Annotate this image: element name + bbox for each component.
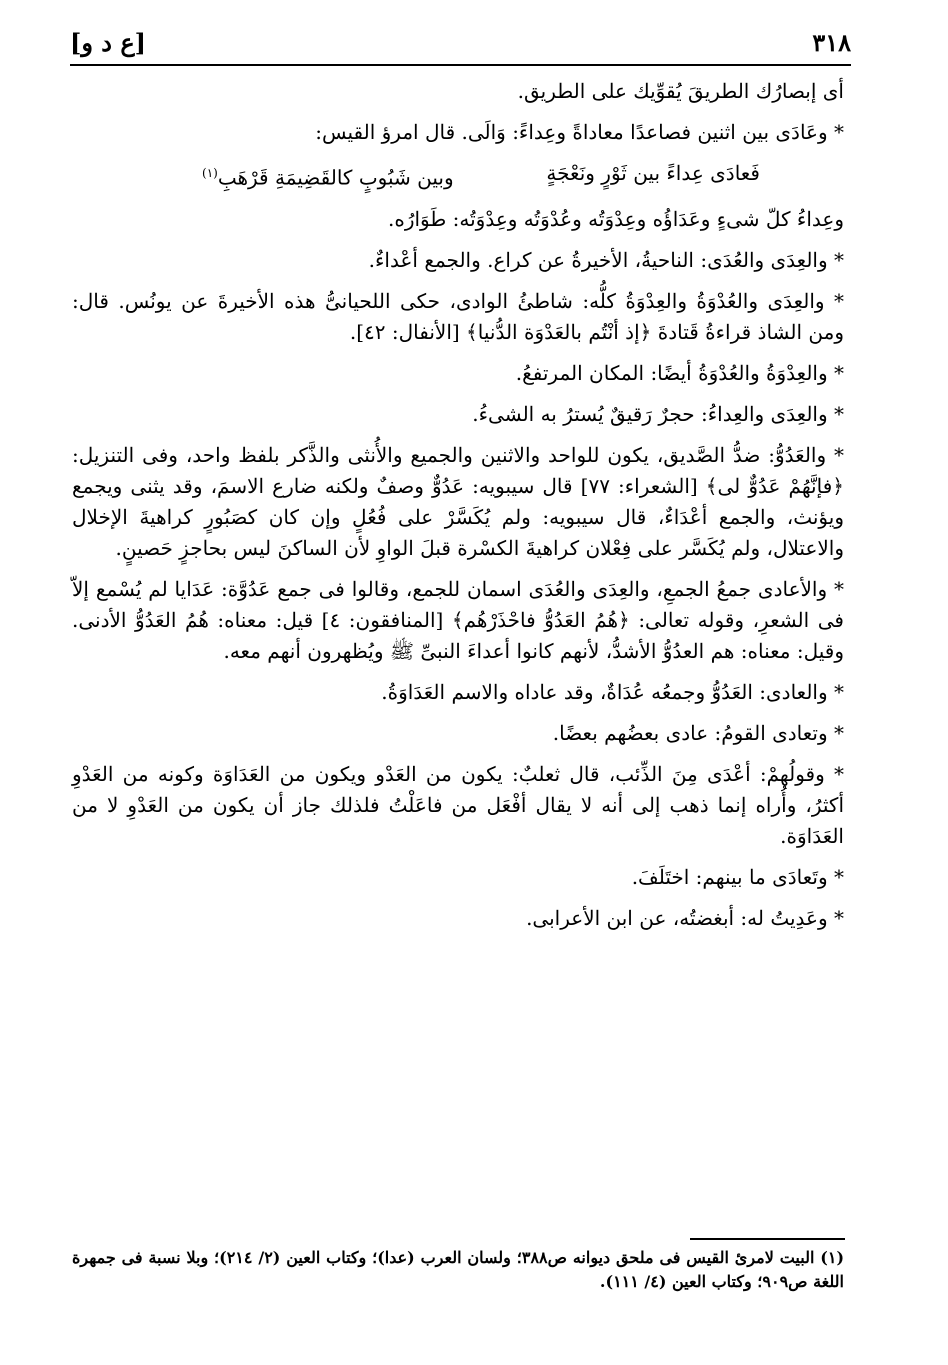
entry-paragraph: أى إبصارُك الطريقَ يُقوِّيك على الطريق. bbox=[517, 79, 844, 103]
footnote-rule bbox=[690, 1238, 845, 1240]
header-rule bbox=[70, 64, 851, 66]
entry-paragraph: * والعِدْوَةُ والعُدْوَةُ أيضًا: المكان المرتفعُ. bbox=[515, 360, 844, 385]
footnotes bbox=[72, 1246, 844, 1294]
entry-paragraph: * والأعادى جمعُ الجمعِ، والعِدَى والعُدَى اسمان للجمع، وقالوا فى جمع عَدُوَّة: عَدَايا لم يُسْمع إلاّ فى الشعرِ، وقوله تعالى: ﴿هُمُ العَدُوُّ فاحْذَرْهُم﴾ [المنافقون: ٤] قيل: معناه: هُمُ العَدُوُّ الأدنى. وقيل: معناه: هم العدُوُّ الأشدُّ، لأنهم كانوا أعداءَ النبىِّ ﷺ ويُظهرون أنهم معه. bbox=[72, 576, 844, 663]
poetry-verse bbox=[72, 158, 844, 194]
footnote-ref-mark: (١) bbox=[202, 166, 218, 180]
entry-paragraph: * والعِدَى والعُدَى: الناحيةُ، الأخيرةُ عن كراع. والجمع أعْداءٌ. bbox=[368, 247, 844, 272]
verse-second-text: وبين شَبُوبٍ كالقَضِيمَةِ قَرْهَبِ bbox=[217, 165, 454, 190]
entry-paragraph: * وتعادى القومُ: عادى بعضُهم بعضًا. bbox=[552, 720, 844, 745]
entry-paragraph: * وعَدِيتُ له: أبغضتُه، عن ابن الأعرابى. bbox=[526, 905, 844, 930]
page-number: ٣١٨ bbox=[812, 28, 851, 57]
verse-first-hemistich: فَعادَى عِداءً بين ثَوْرٍ ونَعْجَةٍ bbox=[546, 161, 760, 185]
entry-paragraph: * وعَادَى بين اثنين فصاعدًا معاداةً وعِداءً: وَالَى. قال امرؤ القيس: bbox=[315, 120, 844, 144]
footnote-1: (١) البيت لامرئ القيس فى ملحق ديوانه ص٣٨٨؛ ولسان العرب (عدا)؛ وكتاب العين (٢/ ٢١٤)؛ وبلا نسبة فى جمهرة اللغة ص٩٠٩؛ وكتاب العين (٤/ ١١١). bbox=[72, 1248, 845, 1291]
entry-paragraph: * والعِدَى والعِداءُ: حجرٌ رَقيقٌ يُسترُ به الشىءُ. bbox=[472, 401, 844, 426]
entry-paragraph: * والعِدَى والعُدْوَةُ والعِدْوَةُ كلُّه: شاطئُ الوادى، حكى اللحيانىُّ هذه الأخيرةَ عن يونُس. قال: ومن الشاذ قراءةُ قَتادةَ ﴿إذ أنْتُم بالعَدْوَة الدُّنيا﴾ [الأنفال: ٤٢]. bbox=[72, 288, 844, 344]
entry-paragraph: * والعادى: العَدُوُّ وجمعُه عُدَاةٌ، وقد عاداه والاسم العَدَاوَةُ. bbox=[381, 679, 844, 704]
entry-paragraph: * وقولُهمْ: أعْدَى مِنَ الذِّئب، قال ثعلبٌ: يكون من العَدْو ويكون من العَدَاوَة وكونه من العَدْوِ أكثرُ، وأُراه إنما ذهب إلى أنه لا يقال أفْعَل من فاعَلْتُ فلذلك جاز أن يكون من العَدْوِ لا من العَدَاوَة. bbox=[72, 761, 844, 848]
entry-paragraph: * والعَدُوُّ: ضدُّ الصَّديق، يكون للواحد والاثنين والجميع والأُنثى والذَّكر بلفظ واحد، وفى التنزيل: ﴿فإنَّهُمْ عَدُوٌّ لى﴾ [الشعراء: ٧٧] قال سيبويه: عَدُوٌّ وصفٌ ولكنه ضارع الاسمَ، وقد يثنى ويجمع ويؤنث، والجمع أعْدَاءٌ، قال سيبويه: ولم يُكَسَّرْ على فُعُلٍ وإن كان كصَبُورٍ كراهيةَ الإخلال والاعتلال، ولم يُكَسَّر على فِعْلان كراهيةَ الكسْرة قبلَ الواوِ لأن الساكنَ ليس بحاجزٍ حَصينٍ. bbox=[72, 442, 844, 560]
page-header bbox=[70, 28, 851, 62]
entry-paragraph: وعِداءُ كلّ شىءٍ وعَدَاؤُه وعِدْوَتُه وعُدْوَتُه وعِدْوَتُه: طَوَارُه. bbox=[388, 206, 844, 231]
verse-second-hemistich bbox=[202, 158, 454, 194]
dictionary-body bbox=[72, 76, 844, 944]
entry-paragraph: * وتَعادَى ما بينهم: اختَلَفَ. bbox=[631, 864, 844, 889]
root-label: [ع د و] bbox=[70, 28, 147, 57]
